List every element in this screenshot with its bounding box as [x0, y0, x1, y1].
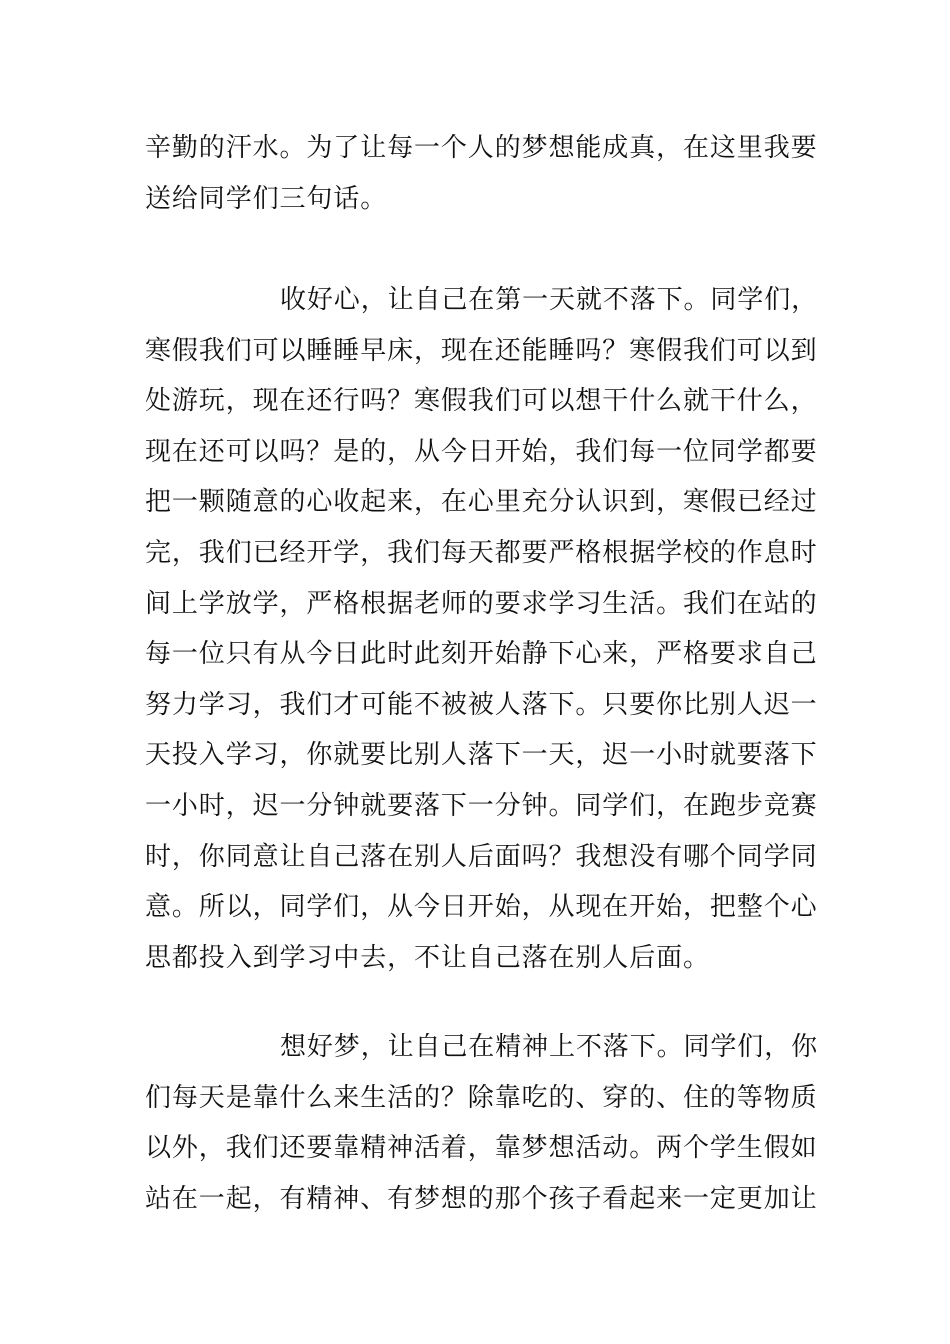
text-line: 天投入学习，你就要比别人落下一天，迟一小时就要落下 — [145, 740, 818, 771]
text-line: 寒假我们可以睡睡早床，现在还能睡吗？寒假我们可以到 — [145, 335, 818, 366]
text-line: 一小时，迟一分钟就要落下一分钟。同学们，在跑步竞赛 — [145, 790, 818, 821]
text-line-indented: 想好梦，让自己在精神上不落下。同学们，你 — [280, 1032, 819, 1062]
text-line: 思都投入到学习中去，不让自己落在别人后面。 — [145, 942, 710, 973]
text-line: 送给同学们三句话。 — [145, 183, 388, 214]
text-line: 把一颗随意的心收起来，在心里充分认识到，寒假已经过 — [145, 487, 818, 518]
paragraph-2 — [145, 275, 819, 983]
text-line: 完，我们已经开学，我们每天都要严格根据学校的作息时 — [145, 537, 818, 568]
paragraph-3 — [145, 1022, 819, 1224]
text-line: 以外，我们还要靠精神活着，靠梦想活动。两个学生假如 — [145, 1133, 818, 1164]
text-line: 间上学放学，严格根据老师的要求学习生活。我们在站的 — [145, 588, 818, 619]
text-line-indented: 收好心，让自己在第一天就不落下。同学们， — [280, 285, 819, 315]
text-line: 们每天是靠什么来生活的？除靠吃的、穿的、住的等物质 — [145, 1082, 818, 1113]
text-line: 时，你同意让自己落在别人后面吗？我想没有哪个同学同 — [145, 841, 818, 872]
text-line: 辛勤的汗水。为了让每一个人的梦想能成真，在这里我要 — [145, 133, 818, 163]
text-line: 意。所以，同学们，从今日开始，从现在开始，把整个心 — [145, 892, 818, 923]
text-line: 每一位只有从今日此时此刻开始静下心来，严格要求自己 — [145, 639, 818, 670]
text-line: 努力学习，我们才可能不被被人落下。只要你比别人迟一 — [145, 689, 818, 720]
paragraph-1 — [145, 123, 818, 224]
text-line: 站在一起，有精神、有梦想的那个孩子看起来一定更加让 — [145, 1183, 818, 1214]
text-line: 现在还可以吗？是的，从今日开始，我们每一位同学都要 — [145, 436, 818, 467]
text-line: 处游玩，现在还行吗？寒假我们可以想干什么就干什么， — [145, 386, 818, 417]
